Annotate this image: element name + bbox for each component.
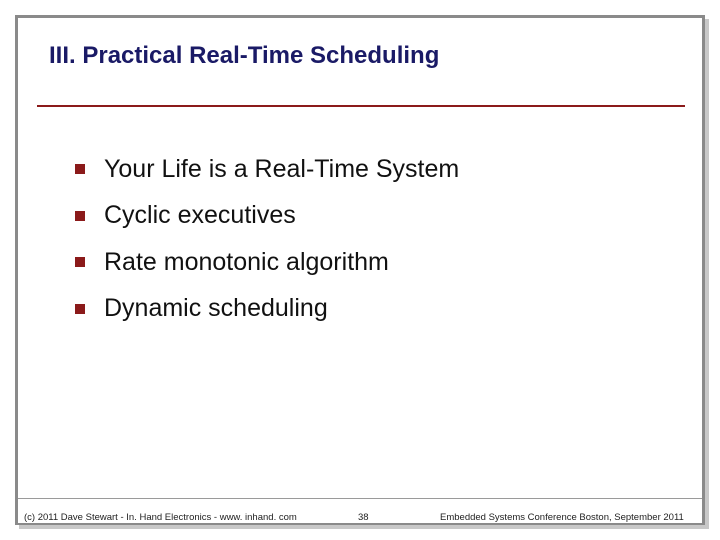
bullet-item [75,286,459,333]
bullet-list [75,146,459,332]
footer-divider [18,498,702,499]
title-divider [37,105,685,107]
square-bullet-icon [75,304,85,314]
bullet-text: Cyclic executives [104,201,296,230]
bullet-item [75,193,459,240]
square-bullet-icon [75,211,85,221]
square-bullet-icon [75,257,85,267]
bullet-text: Your Life is a Real-Time System [104,154,460,183]
footer-copyright: (c) 2011 Dave Stewart - In. Hand Electronics - www. inhand. com [24,512,297,523]
footer-conference: Embedded Systems Conference Boston, September 2011 [440,512,684,523]
square-bullet-icon [75,164,85,174]
bullet-item [75,146,459,193]
bullet-text: Rate monotonic algorithm [104,247,389,276]
bullet-item [75,239,459,286]
page-number: 38 [358,512,369,523]
bullet-text: Dynamic scheduling [104,294,328,323]
slide-title: III. Practical Real-Time Scheduling [49,42,440,69]
